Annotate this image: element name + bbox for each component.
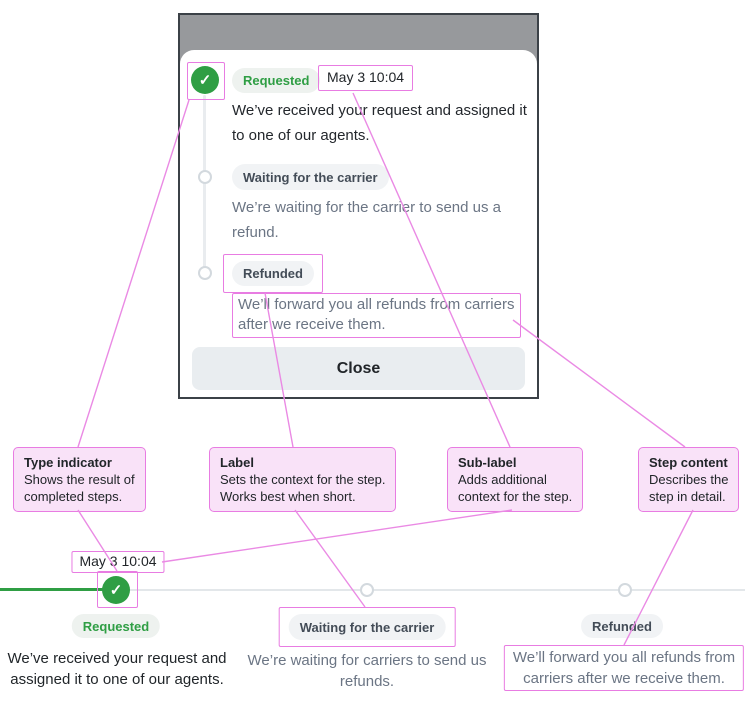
pending-step-indicator: [360, 583, 374, 597]
callout-type-indicator: Type indicator Shows the result of completed steps.: [13, 447, 146, 512]
step-content-refunded: We’ll forward you all refunds from carriers after we receive them.: [238, 296, 515, 333]
step-content-waiting: We’re waiting for carriers to send us refunds.: [247, 652, 487, 690]
step-content-requested: We’ve received your request and assigned it to one of our agents.: [232, 102, 527, 144]
annotation-box-label-bottom: [279, 607, 456, 647]
step-content-requested: We’ve received your request and assigned it to one of our agents.: [7, 650, 227, 688]
pending-step-indicator: [618, 583, 632, 597]
annotation-box-step-content: [232, 293, 521, 338]
annotation-box-sublabel: [318, 65, 413, 91]
close-button[interactable]: Close: [192, 347, 525, 390]
step-sublabel-date: May 3 10:04: [327, 69, 405, 85]
callout-step-content: Step content Describes the step in detail.: [638, 447, 739, 512]
callout-sub-label: Sub-label Adds additional context for the step.: [447, 447, 583, 512]
callout-label: Label Sets the context for the step. Works best when short.: [209, 447, 396, 512]
pending-step-indicator: [198, 170, 212, 184]
annotation-box-type-indicator-bottom: [97, 571, 138, 608]
step-sublabel-date: May 3 10:04: [79, 553, 157, 569]
step-label-requested: Requested: [72, 614, 160, 638]
step-content-waiting: We’re waiting for the carrier to send us a refund.: [232, 199, 502, 241]
step-label-refunded: Refunded: [581, 614, 663, 638]
annotation-box-type-indicator: [187, 62, 225, 100]
annotation-box-label: [223, 254, 323, 293]
annotation-box-step-content-bottom: [504, 645, 744, 691]
pending-step-indicator: [198, 266, 212, 280]
annotation-box-sublabel-bottom: [71, 551, 164, 573]
step-label-waiting: Waiting for the carrier: [232, 164, 389, 190]
check-icon: ✓: [109, 582, 123, 599]
step-label-refunded: Refunded: [232, 261, 314, 286]
step-content-refunded: We’ll forward you all refunds from carriers after we receive them.: [512, 649, 736, 687]
timeline-line-pending: [117, 589, 745, 591]
step-label-requested: Requested: [232, 68, 320, 93]
step-label-waiting: Waiting for the carrier: [289, 614, 446, 640]
check-icon: ✓: [198, 72, 212, 89]
